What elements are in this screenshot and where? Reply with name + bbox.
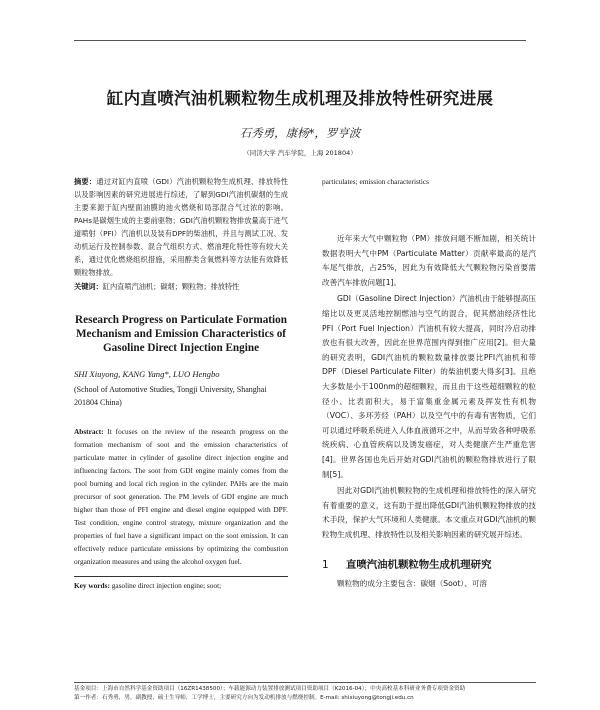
footnote-author-bio: 第一作者：石秀勇，男，副教授，硕士生导师，工学博士，主要研究方向为发动机排放与燃烧控制。E-mail: shixiuyong@tongji.edu.cn: [74, 695, 414, 701]
right-column: [322, 175, 536, 592]
section-number: 1: [322, 559, 329, 572]
abstract-label: 摘要：: [74, 177, 97, 186]
keywords-text: 缸内直喷汽油机；碳烟；颗粒物；排放特性: [102, 282, 240, 291]
affiliation: （同济大学 汽车学院，上海 201804）: [243, 149, 357, 157]
english-abstract: [74, 425, 288, 568]
english-keywords-text: gasoline direct injection engine; soot;: [111, 581, 222, 590]
english-affiliation: (School of Automotive Studies, Tongji University, Shanghai 201804 China): [74, 385, 267, 407]
keywords-label: 关键词：: [74, 282, 103, 291]
left-column: [74, 175, 288, 592]
footnote-funding: 基金项目：上海市自然科学基金资助项目（16ZR1438500）；车载能源动力装置排放测试项目资助项目（K2016-04）；中央高校基本科研业务费专项资金资助: [74, 686, 466, 692]
english-authors: SHI Xiuyong, KANG Yang*, LUO Hengbo: [74, 369, 220, 379]
chinese-keywords: [74, 280, 288, 293]
body-paragraph-3: 因此对GDI汽油机颗粒物的生成机理和排放特性的深入研究有着重要的意义，这有助于提出降低GDI汽油机颗粒物排放的技术手段，保护大气环境和人类健康。本文重点对GDI汽油机的颗粒物生成机理、排放特性以及相关影响因素的研究展开综述。: [322, 486, 536, 539]
english-keywords-label: Key words:: [74, 581, 110, 590]
english-abstract-text: It focuses on the review of the research progress on the formation mechanism of soot and the emission characteristics of particulate matter in cylinder of gasoline direct injection engine and influencing factors. The soot from GDI engine mainly comes from the pool burning and local rich region in the cylinder. PAHs are the main precursor of soot generation. The PM levels of GDI engine are much higher than those of PFI engine and diesel engine equipped with DPF. Test condition, engine control strategy, mixture organization and the properties of fuel have a significant impact on the soot emission. It can effectively reduce particulate emissions by optimizing the combustion organization measures and using the alcohol oxygen fuel.: [74, 427, 288, 566]
section-title: 直喷汽油机颗粒物生成机理研究: [346, 559, 492, 572]
section-heading: [322, 556, 536, 571]
paper-title: 缸内直喷汽油机颗粒物生成机理及排放特性研究进展: [106, 89, 494, 108]
english-abstract-label: Abstract:: [74, 427, 104, 436]
english-title: Research Progress on Particulate Formation Mechanism and Emission Characteristics of Gasoline Direct Injection Engine: [75, 314, 287, 354]
keywords-continued: particulates; emission characteristics: [322, 177, 429, 186]
section-paragraph: 颗粒物的成分主要包含：碳烟（Soot）、可溶: [337, 579, 487, 589]
body-paragraph-1: 近年来大气中颗粒物（PM）排放问题不断加剧，相关统计数据表明大气中PM（Particulate Matter）贡献率最高的是汽车尾气排放，占25%，因此为有效降低大气颗粒物污染首要需改善汽车排放问题[1]。: [322, 234, 536, 287]
author-list: 石秀勇，康杨*，罗亨波: [239, 126, 361, 140]
body-paragraph-2: GDI（Gasoline Direct Injection）汽油机由于能够提高压缩比以及更灵活地控制燃油与空气的混合，促其燃油经济性比PFI（Port Fuel Injection）汽油机有较大提高，同时冷启动排放也有很大改善，因此在世界范围内得到推广应用[2]。但大量的研究表明，GDI汽油机的颗粒数量排放要比PFI汽油机和带DPF（Diesel Particulate Filter）的柴油机要大得多[3]。且绝大多数是小于100nm的超细颗粒，而且由于这些超细颗粒的粒径小、比表面积大，易于富集重金属元素及挥发性有机物（VOC）、多环芳烃（PAH）以及空气中的有毒有害物质，它们可以通过呼吸系统进入人体血液循环之中，从而导致各种呼吸系统疾病、心血管疾病以及诱发癌症，对人类健康产生严重危害[4]。世界各国也先后开始对GDI汽油机的颗粒物排放进行了限制[5]。: [322, 294, 536, 479]
english-keywords: [74, 576, 288, 592]
abstract-text: 通过对缸内直喷（GDI）汽油机颗粒物生成机理、排放特性以及影响因素的研究进展进行综述，了解到GDI汽油机碳烟的生成主要来源于缸内壁面油膜的池火燃烧和局部混合气过浓的影响。PAHs是碳烟生成的主要前驱物；GDI汽油机颗粒物排放量高于进气道喷射（PFI）汽油机以及装有DPF的柴油机，并且与测试工况、发动机运行及控制参数、混合气组织方式、燃油理化特性等有较大关系，通过优化燃烧组织措施，采用醇类含氧燃料等方法能有效降低颗粒物排放。: [74, 177, 288, 277]
chinese-abstract: [74, 175, 288, 279]
header-rule: [74, 40, 526, 41]
footnote-block: [74, 682, 536, 703]
